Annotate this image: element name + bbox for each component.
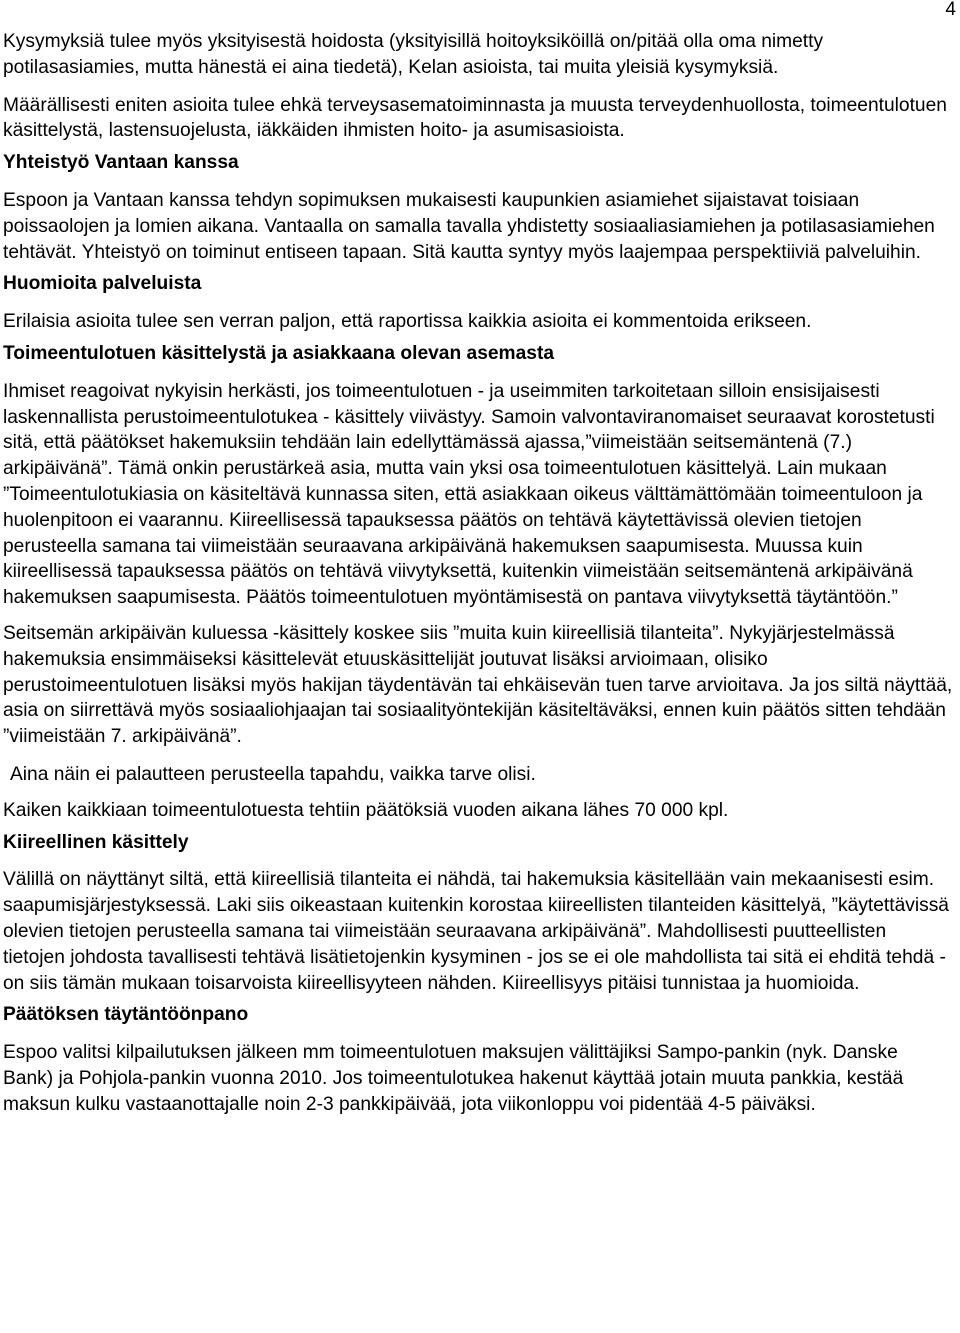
document-body <box>3 29 953 1117</box>
paragraph-seven-days: Seitsemän arkipäivän kuluessa -käsittely koskee siis ”muita kuin kiireellisiä tilanteita”. Nykyjärjestelmässä hakemuksia ensimmäiseksi käsittelevät etuuskäsittelijät joutuvat lisäksi arvioimaan, olisiko perustoimeentulotuen lisäksi myös hakijan täydentävän tai ehkäisevän tuen tarve arvioitava. Ja jos siltä näyttää, asia on siirrettävä myös sosiaaliohjaajan tai sosiaalityöntekijän käsiteltäväksi, ennen kuin päätös sitten tehdään ”viimeistään 7. arkipäivänä”. <box>3 622 953 748</box>
paragraph-volume: Määrällisesti eniten asioita tulee ehkä terveysasematoiminnasta ja muusta terveydenhuollosta, toimeentulotuen käsittelystä, lastensuojelusta, iäkkäiden ihmisten hoito- ja asumisasioista. <box>3 94 947 142</box>
heading-urgent-handling: Kiireellinen käsittely <box>3 831 189 853</box>
page-number: 4 <box>945 0 956 20</box>
heading-vantaa-cooperation: Yhteistyö Vantaan kanssa <box>3 152 239 174</box>
paragraph-questions: Kysymyksiä tulee myös yksityisestä hoidosta (yksityisillä hoitoyksiköillä on/pitää olla oma nimetty potilasasiamies, mutta hänestä ei aina tiedetä), Kelan asioista, tai muita yleisiä kysymyksiä. <box>3 31 824 78</box>
paragraph-enforcement: Espoo valitsi kilpailutuksen jälkeen mm toimeentulotuen maksujen välittäjiksi Sampo-pankin (nyk. Danske Bank) ja Pohjola-pankin vuonna 2010. Jos toimeentulotukea hakenut käyttää jotain muuta pankkia, kestää maksun kulku vastaanottajalle noin 2-3 pankkipäivää, jota viikonloppu voi pidentää 4-5 päiväksi. <box>3 1042 904 1115</box>
paragraph-decisions-total: Kaiken kaikkiaan toimeentulotuesta tehtiin päätöksiä vuoden aikana lähes 70 000 kpl. <box>3 799 729 821</box>
paragraph-service-notes: Erilaisia asioita tulee sen verran paljon, että raportissa kaikkia asioita ei kommentoida erikseen. <box>3 311 812 333</box>
heading-enforcement: Päätöksen täytäntöönpano <box>3 1004 249 1026</box>
heading-service-notes: Huomioita palveluista <box>3 273 202 295</box>
paragraph-vantaa-cooperation: Espoon ja Vantaan kanssa tehdyn sopimuksen mukaisesti kaupunkien asiamiehet sijaistavat toisiaan poissaolojen ja lomien aikana. Vantaalla on samalla tavalla yhdistetty sosiaaliasiamiehen ja potilasasiamiehen tehtävät. Yhteistyö on toiminut entiseen tapaan. Sitä kautta syntyy myös laajempaa perspektiiviä palveluihin. <box>3 189 935 263</box>
paragraph-feedback: Aina näin ei palautteen perusteella tapahdu, vaikka tarve olisi. <box>10 763 536 785</box>
paragraph-income-support: Ihmiset reagoivat nykyisin herkästi, jos toimeentulotuen - ja useimmiten tarkoitetaan silloin ensisijaisesti laskennallista perustoimeentulotukea - käsittely viivästyy. Samoin valvontaviranomaiset seuraavat korostetusti sitä, että päätökset hakemuksiin tehdään lain edellyttämässä ajassa,”viimeistään seitsemäntenä (7.) arkipäivänä”. Tämä onkin perustärkeä asia, mutta vain yksi osa toimeentulotuen käsittelyä. Lain mukaan ”Toimeentulotukiasia on käsiteltävä kunnassa siten, että asiakkaan oikeus välttämättömään toimeentuloon ja huolenpitoon ei vaarannu. Kiireellisessä tapauksessa päätös on tehtävä käytettävissä olevien tietojen perusteella samana tai viimeistään seuraavana arkipäivänä hakemuksen saapumisesta. Muussa kuin kiireellisessä tapauksessa päätös on tehtävä viivytyksettä, kuitenkin viimeistään seitsemäntenä arkipäivänä hakemuksen saapumisesta. Päätös toimeentulotuen myöntämisestä on pantava viivytyksettä täytäntöön.” <box>3 380 935 609</box>
paragraph-urgent-handling: Välillä on näyttänyt siltä, että kiireellisiä tilanteita ei nähdä, tai hakemuksia käsitellään vain mekaanisesti esim. saapumisjärjestyksessä. Laki siis oikeastaan kuitenkin korostaa kiireellisten tilanteiden käsittelyä, ”käytettävissä olevien tietojen perusteella samana tai viimeistään seuraavana arkipäivänä”. Mahdollisesti puutteellisten tietojen johdosta tavallisesti tehtävä lisätietojenkin kysyminen - jos se ei ole mahdollista tai sitä ei ehditä tehdä - on siis tämän mukaan toisarvoista kiireellisyyteen nähden. Kiireellisyys pitäisi tunnistaa ja huomioida. <box>3 869 949 994</box>
heading-income-support: Toimeentulotuen käsittelystä ja asiakkaana olevan asemasta <box>3 342 555 364</box>
